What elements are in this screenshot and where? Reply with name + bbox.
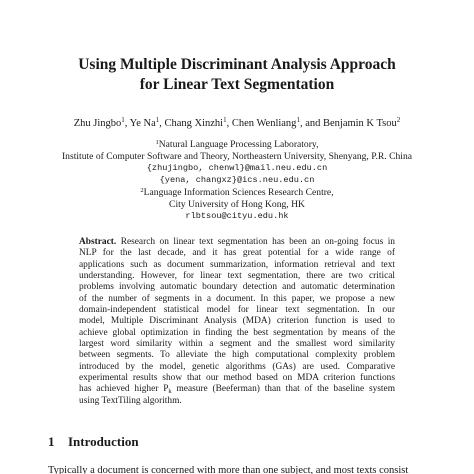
- abstract-line: largest word similarity within a segment and the smallest word similarity: [79, 339, 395, 350]
- abstract-line: domain-independent statistical model for linear text segmentation. In our: [79, 305, 395, 316]
- abstract-line: [79, 384, 395, 395]
- abstract-line: understanding. However, for linear text segmentation, there are two critical: [79, 271, 395, 282]
- abstract-line: applications such as document summarization, information retrieval and text: [79, 259, 395, 270]
- body-paragraph-line: Typically a document is concerned with more than one subject, and most texts consist: [48, 465, 409, 474]
- abstract-line-text: Research on linear text segmentation has been an on-going focus in: [120, 237, 395, 247]
- author-name: Chang Xinzhi: [164, 118, 224, 129]
- affiliation-emails-2: {yena, changxz}@ics.neu.edu.cn: [159, 175, 315, 185]
- abstract-line: experimental results show that our method based on MDA criterion functions: [79, 373, 395, 384]
- abstract-text: measure (Beeferman) than that of the baseline system: [171, 384, 395, 395]
- abstract-line: problems involving automatic boundary detection and automatic determination: [79, 282, 395, 293]
- abstract-line: introduced by the model, genetic algorithms (GAs) are used. Comparative: [79, 361, 395, 372]
- abstract-text: has achieved higher P: [79, 384, 169, 395]
- affiliation-university: City University of Hong Kong, HK: [169, 199, 305, 210]
- section-title: Introduction: [68, 434, 139, 449]
- abstract-line: using TextTiling algorithm.: [79, 395, 182, 406]
- affiliation-centre-text: Language Information Sciences Research Centre,: [143, 187, 334, 198]
- paper-title-line-2: for Linear Text Segmentation: [139, 76, 335, 93]
- section-heading: [48, 434, 139, 450]
- author-name: Ye Na: [129, 118, 156, 129]
- abstract-block: [79, 237, 395, 407]
- author-affiliation-mark: 1: [296, 116, 300, 124]
- abstract-label: Abstract.: [79, 237, 117, 247]
- author-name: Chen Wenliang: [231, 118, 297, 129]
- author-affiliation-mark: 1: [155, 116, 160, 124]
- affiliation-email-3: rlbtsou@cityu.edu.hk: [185, 211, 289, 221]
- affiliation-emails-1: {zhujingbo, chenwl}@mail.neu.edu.cn: [146, 163, 328, 173]
- abstract-line: NLP for the last decade, and it has great potential for a wide range of: [79, 248, 395, 259]
- affiliation-lab-text: Natural Language Processing Laboratory,: [158, 139, 319, 150]
- affiliation-centre: [0, 187, 474, 199]
- author-affiliation-mark: 1: [223, 116, 227, 124]
- affiliation-lab: [0, 139, 474, 151]
- affiliation-institute: Institute of Computer Software and Theory, Northeastern University, Shenyang, P.R. China: [61, 151, 413, 162]
- author-name: Zhu Jingbo: [73, 118, 122, 129]
- author-name: Benjamin K Tsou: [322, 118, 397, 129]
- abstract-line: between segments. To alleviate the high computational complexity problem: [79, 350, 395, 361]
- author-list: Zhu Jingbo$^1$, Ye Na$^1$, Chang Xinzhi$^1$, Chen Wenliang$^1$, and Benjamin K Tsou$^2$: [73, 116, 401, 129]
- author-affiliation-mark: 1: [121, 116, 125, 124]
- abstract-line: achieve global optimization in finding the best segmentation by means of the: [79, 327, 395, 338]
- author-affiliation-mark: 2: [396, 116, 401, 124]
- abstract-line: model, Multiple Discriminant Analysis (MDA) criterion function is used to: [79, 316, 395, 327]
- affiliation-mark: 2: [140, 187, 144, 194]
- paper-title-line-1: Using Multiple Discriminant Analysis Approach: [78, 56, 396, 73]
- affiliation-mark: 1: [155, 139, 159, 146]
- section-number: 1: [48, 434, 55, 449]
- abstract-line: of the number of segments in a document. In this paper, we propose a new: [79, 293, 395, 304]
- abstract-subscript: k: [168, 388, 172, 396]
- abstract-line: [79, 237, 395, 248]
